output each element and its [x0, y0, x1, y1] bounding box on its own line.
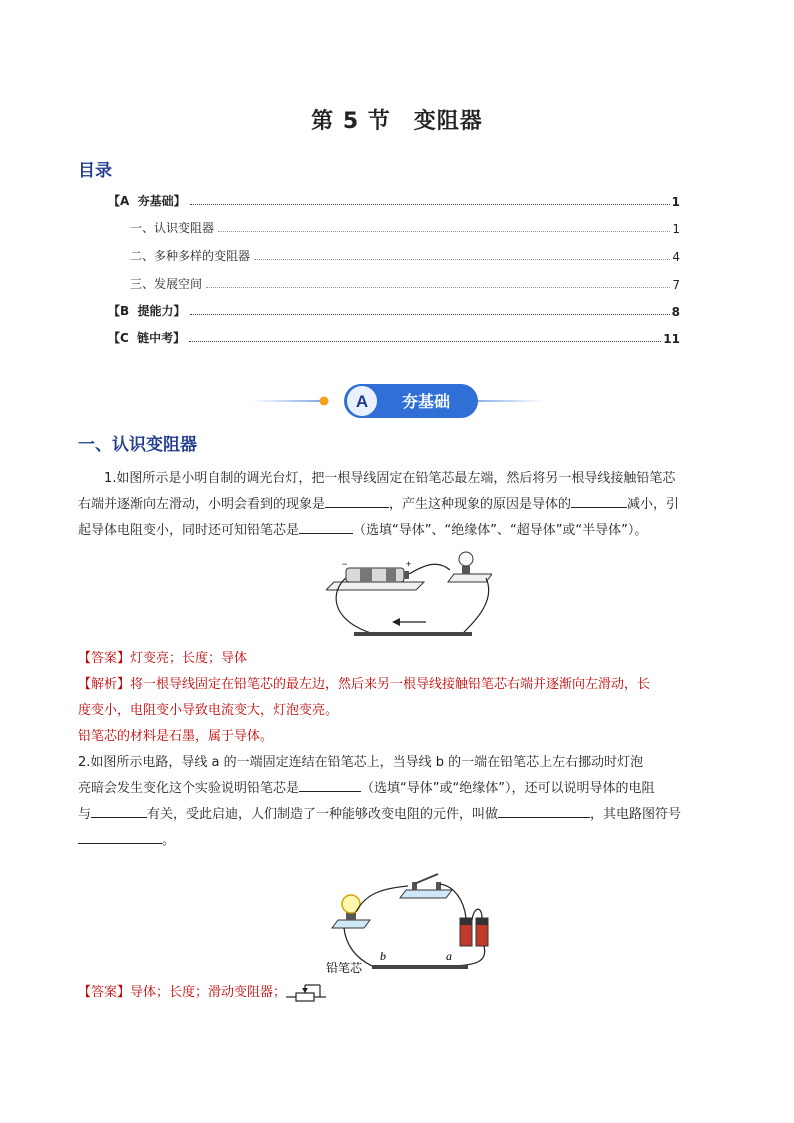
toc-item-c[interactable] — [108, 330, 680, 346]
figure-dimmer-lamp — [326, 550, 492, 642]
q1-text-seg: 右端并逐渐向左滑动，小明会看到的现象是 — [78, 497, 326, 512]
q2-text-seg: （选填“导体”或“绝缘体”），还可以说明导体的电阻 — [361, 781, 655, 796]
q1-text-seg: 减小，引 — [627, 497, 680, 512]
toc-page-number: 4 — [672, 250, 680, 264]
q2-text-seg: ，其电路图符号 — [590, 807, 682, 822]
q2-blank-2[interactable] — [91, 803, 147, 818]
banner-letter: A — [355, 392, 369, 411]
q1-blank-1[interactable] — [325, 493, 389, 508]
q1-blank-3[interactable] — [299, 519, 353, 534]
toc-page-number: 7 — [672, 278, 680, 292]
toc-page-number: 11 — [663, 332, 680, 346]
lightbulb-icon — [459, 552, 473, 566]
toc-item-1[interactable] — [130, 220, 680, 236]
q2-answer-block — [78, 980, 718, 1006]
battery-plus-label: + — [406, 559, 412, 569]
analysis-text: 铅笔芯的材料是石墨，属于导体。 — [78, 729, 274, 744]
q2-text-seg: 与 — [78, 807, 92, 822]
arrow-left-icon — [392, 618, 400, 626]
toc-page-number: 1 — [672, 222, 680, 236]
q2-text-seg: 有关，受此启迪，人们制造了一种能够改变电阻的元件，叫做 — [147, 807, 499, 822]
toc-leader — [190, 314, 670, 315]
analysis-text: 将一根导线固定在铅笔芯的最左边，然后来另一根导线接触铅笔芯右端并逐渐向左滑动，长 — [130, 677, 651, 692]
toc-leader — [218, 231, 670, 232]
toc-leader — [206, 287, 670, 288]
toc-heading: 目录 — [78, 161, 112, 181]
toc-item-a[interactable] — [108, 193, 680, 209]
battery-icon — [360, 568, 372, 582]
section-heading: 一、认识变阻器 — [78, 435, 197, 455]
q2-line1: 2.如图所示电路，导线 a 的一端固定连结在铅笔芯上，当导线 b 的一端在铅笔芯上左右挪动时灯泡 — [78, 755, 644, 770]
toc-item-b[interactable] — [108, 303, 680, 319]
q1-answer — [78, 646, 718, 672]
toc-item-label: 一、认识变阻器 — [130, 221, 215, 235]
toc-leader — [190, 204, 670, 205]
toc-item-label: 二、多种多样的变阻器 — [130, 249, 251, 263]
q1-text-seg: （选填“导体”、“绝缘体”、“超导体”或“半导体”）。 — [353, 523, 648, 538]
toc-item-label: 【B 提能力】 — [108, 304, 186, 318]
toc-item-3[interactable] — [130, 276, 680, 292]
rheostat-symbol-icon — [286, 983, 328, 1003]
toc-leader — [254, 259, 670, 260]
q1-line2 — [78, 492, 718, 518]
figure-pencil-circuit — [326, 866, 496, 978]
answer-text: 灯变亮；长度；导体 — [130, 651, 248, 666]
section-banner — [250, 382, 544, 420]
analysis-tag: 【解析】 — [78, 677, 131, 692]
pencil-lead-label: 铅笔芯 — [326, 961, 363, 975]
banner-text: 夯基础 — [401, 392, 451, 411]
battery-minus-label: − — [342, 559, 348, 569]
toc-page-number: 8 — [671, 305, 680, 319]
q2-line3 — [78, 802, 718, 828]
toc-page-number: 1 — [671, 195, 680, 209]
toc-item-label: 【C 链中考】 — [108, 331, 186, 345]
wire-b-label: b — [380, 949, 386, 963]
wire-a-label: a — [446, 949, 452, 963]
q1-blank-2[interactable] — [571, 493, 627, 508]
switch-icon — [414, 874, 438, 884]
q2-text-seg: 亮暗会发生变化这个实验说明铅笔芯是 — [78, 781, 300, 796]
q2-line2 — [78, 776, 718, 802]
q2-blank-3[interactable] — [498, 803, 590, 818]
toc-item-2[interactable] — [130, 248, 680, 264]
analysis-text: 度变小，电阻变小导致电流变大，灯泡变亮。 — [78, 703, 339, 718]
q2-blank-4[interactable] — [78, 829, 162, 844]
answer-text: 导体；长度；滑动变阻器； — [130, 985, 287, 1000]
q2-text-seg: 。 — [162, 833, 176, 848]
q1-line1: 1.如图所示是小明自制的调光台灯，把一根导线固定在铅笔芯最左端，然后将另一根导线接触铅笔芯 — [104, 471, 676, 486]
q2-answer — [78, 980, 718, 1006]
q2-text — [78, 750, 718, 854]
pencil-lead — [354, 632, 472, 636]
banner-dot-left — [320, 397, 329, 406]
pencil-lead — [372, 965, 468, 969]
q1-text — [78, 466, 718, 544]
answer-tag: 【答案】 — [78, 985, 131, 1000]
q2-line4 — [78, 828, 718, 854]
q1-text-seg: 起导体电阻变小，同时还可知铅笔芯是 — [78, 523, 300, 538]
page-title: 第 5 节 变阻器 — [311, 109, 483, 134]
toc-leader — [189, 341, 661, 342]
toc-item-label: 【A 夯基础】 — [108, 194, 186, 208]
q1-text-seg: ，产生这种现象的原因是导体的 — [389, 497, 572, 512]
q2-blank-1[interactable] — [299, 777, 361, 792]
q1-answer-block — [78, 646, 718, 750]
q1-line3 — [78, 518, 718, 544]
q1-analysis — [78, 672, 718, 698]
answer-tag: 【答案】 — [78, 651, 131, 666]
toc-item-label: 三、发展空间 — [130, 277, 203, 291]
